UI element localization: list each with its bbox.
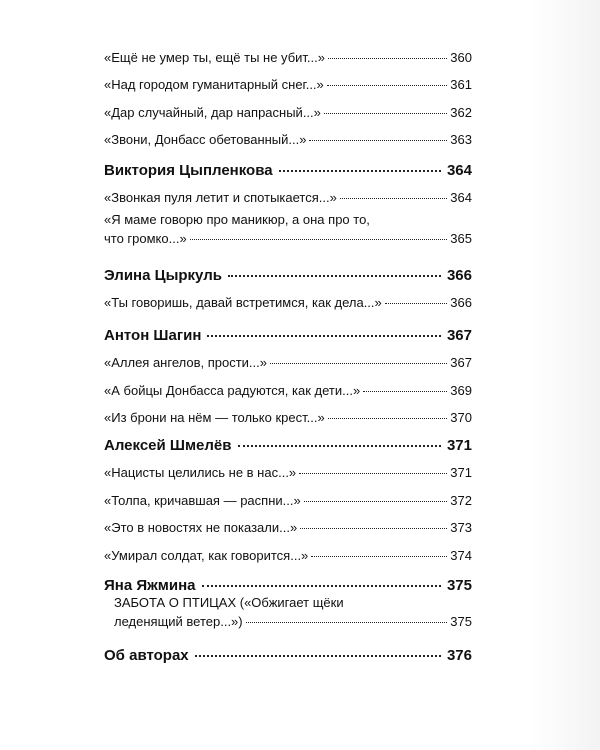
page-number: 361: [450, 77, 472, 92]
toc-entry[interactable]: [104, 383, 472, 399]
page-number: 367: [450, 355, 472, 370]
toc-entry[interactable]: [104, 355, 472, 371]
toc-entry[interactable]: [104, 410, 472, 426]
toc-entry-title: «Умирал солдат, как говорится...»: [104, 548, 309, 563]
toc-entry[interactable]: [104, 295, 472, 311]
dot-leader: [385, 303, 448, 304]
dot-leader: [311, 556, 447, 557]
author-name: Виктория Цыпленкова: [104, 162, 273, 179]
toc-author-heading[interactable]: [104, 328, 472, 344]
toc-entry-title: «Звонкая пуля летит и спотыкается...»: [104, 190, 337, 205]
page-number: 369: [450, 383, 472, 398]
toc-entry-title: «Из брони на нём — только крест...»: [104, 410, 325, 425]
toc-entry[interactable]: [104, 132, 472, 148]
dot-leader: [202, 585, 441, 587]
toc-entry[interactable]: [104, 50, 472, 66]
page-number: 360: [450, 50, 472, 65]
dot-leader: [304, 501, 448, 502]
toc-entry-title: что громко...»: [104, 231, 187, 246]
dot-leader: [238, 445, 441, 447]
author-name: Антон Шагин: [104, 327, 202, 344]
page-number: 364: [446, 162, 472, 179]
author-name: Яна Яжмина: [104, 577, 196, 594]
page-number: 365: [450, 231, 472, 246]
dot-leader: [190, 239, 448, 240]
dot-leader: [299, 473, 447, 474]
dot-leader: [328, 418, 448, 419]
author-name: Элина Цыркуль: [104, 267, 222, 284]
page-number: 364: [450, 190, 472, 205]
page-edge-shadow: [530, 0, 600, 750]
toc-entry-title: «Аллея ангелов, прости...»: [104, 355, 267, 370]
dot-leader: [309, 140, 447, 141]
dot-leader: [340, 198, 447, 199]
dot-leader: [328, 58, 447, 59]
toc-entry-title: «Толпа, кричавшая — распни...»: [104, 493, 301, 508]
toc-entry[interactable]: [104, 548, 472, 564]
page-number: 363: [450, 132, 472, 147]
toc-entry-title: «Ещё не умер ты, ещё ты не убит...»: [104, 50, 325, 65]
toc-entry[interactable]: [104, 77, 472, 93]
toc-author-heading[interactable]: [104, 438, 472, 454]
page-number: 375: [450, 614, 472, 629]
toc-author-heading[interactable]: [104, 648, 472, 664]
dot-leader: [228, 275, 441, 277]
toc-entry[interactable]: [104, 190, 472, 206]
toc-author-heading[interactable]: [104, 268, 472, 284]
page-number: 362: [450, 105, 472, 120]
dot-leader: [324, 113, 447, 114]
dot-leader: [270, 363, 447, 364]
page-number: 370: [450, 410, 472, 425]
dot-leader: [207, 335, 441, 337]
toc-entry-title: «Это в новостях не показали...»: [104, 520, 298, 535]
page-number: 371: [446, 437, 472, 454]
toc-entry[interactable]: [104, 493, 472, 509]
page-number: 367: [446, 327, 472, 344]
page-number: 371: [450, 465, 472, 480]
toc-entry-title: «Над городом гуманитарный снег...»: [104, 77, 324, 92]
page-number: 375: [446, 577, 472, 594]
toc-entry-title: «Звони, Донбасс обетованный...»: [104, 132, 307, 147]
dot-leader: [363, 391, 447, 392]
dot-leader: [279, 170, 441, 172]
page-number: 372: [450, 493, 472, 508]
toc-author-heading[interactable]: [104, 578, 472, 594]
dot-leader: [300, 528, 447, 529]
toc-entry-title: «Нацисты целились не в нас...»: [104, 465, 297, 480]
toc-entry-title-line1: ЗАБОТА О ПТИЦАХ («Обжигает щёки: [114, 595, 344, 610]
toc-entry[interactable]: [104, 520, 472, 536]
toc-entry-title: «Ты говоришь, давай встретимся, как дела...»: [104, 295, 382, 310]
toc-entry[interactable]: [104, 465, 472, 481]
author-name: Алексей Шмелёв: [104, 437, 232, 454]
page-number: 373: [450, 520, 472, 535]
toc-entry[interactable]: [104, 105, 472, 121]
toc-entry[interactable]: [114, 614, 472, 630]
toc-entry-title-line1: «Я маме говорю про маникюр, а она про то,: [104, 212, 370, 227]
toc-entry-title: леденящий ветер...»): [114, 614, 243, 629]
page-number: 366: [446, 267, 472, 284]
dot-leader: [195, 655, 441, 657]
toc-entry-title: «Дар случайный, дар напрасный...»: [104, 105, 321, 120]
toc-entry[interactable]: [104, 231, 472, 247]
dot-leader: [246, 622, 448, 623]
dot-leader: [327, 85, 448, 86]
author-name: Об авторах: [104, 647, 189, 664]
page-number: 366: [450, 295, 472, 310]
toc-author-heading[interactable]: [104, 163, 472, 179]
page-number: 376: [446, 647, 472, 664]
toc-entry-title: «А бойцы Донбасса радуются, как дети...»: [104, 383, 361, 398]
page-number: 374: [450, 548, 472, 563]
